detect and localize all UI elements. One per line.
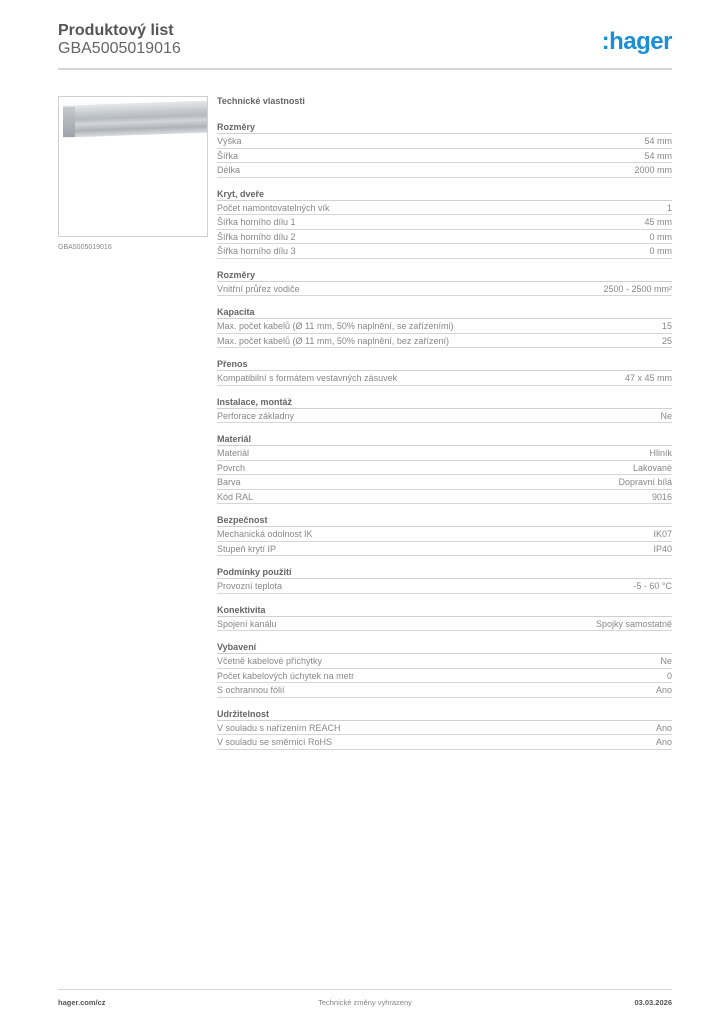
spec-value: 0 mm (649, 246, 672, 256)
spec-label: S ochrannou fólií (217, 685, 285, 695)
spec-row (217, 334, 672, 349)
spec-value: Ano (655, 737, 672, 747)
spec-value: 45 mm (644, 217, 672, 227)
spec-label: Šířka (217, 150, 239, 161)
spec-value: 0 (666, 670, 672, 681)
cable-trunking-image (63, 100, 208, 137)
page-footer (58, 998, 672, 1010)
spec-value: Lakované (632, 462, 672, 473)
spec-value: 25 (661, 335, 672, 346)
spec-row (217, 721, 672, 736)
spec-row (217, 654, 672, 669)
spec-label: Mechanická odolnost IK (217, 529, 313, 539)
spec-label: Délka (217, 165, 241, 175)
footer-website[interactable]: hager.com/cz (58, 998, 106, 1007)
spec-row (217, 542, 672, 557)
spec-row (217, 215, 672, 230)
page-header (58, 22, 672, 58)
spec-row (217, 230, 672, 245)
spec-group (217, 708, 672, 750)
spec-group-title: Instalace, montáž (217, 396, 672, 409)
spec-row (217, 490, 672, 505)
spec-row (217, 617, 672, 632)
spec-row (217, 527, 672, 542)
footer-date: 03.03.2026 (634, 998, 672, 1007)
spec-label: Barva (217, 477, 241, 487)
spec-group (217, 641, 672, 698)
product-code: GBA5005019016 (58, 40, 181, 57)
spec-value: -5 - 60 °C (633, 581, 672, 591)
spec-row (217, 461, 672, 476)
spec-value: Ne (660, 656, 672, 666)
spec-value: Ano (655, 685, 672, 695)
spec-value: 54 mm (644, 150, 672, 161)
spec-value: 2000 mm (634, 165, 672, 175)
spec-row (217, 134, 672, 149)
spec-label: Počet kabelových úchytek na metr (217, 670, 355, 681)
spec-label: Výška (217, 136, 242, 146)
specs-title: Technické vlastnosti (217, 96, 305, 106)
spec-group (217, 396, 672, 424)
spec-group-title: Materiál (217, 433, 672, 446)
spec-group (217, 121, 672, 178)
spec-label: Kompatibilní s formátem vestavných zásuvek (217, 373, 398, 383)
spec-groups (217, 121, 672, 750)
spec-group-title: Rozměry (217, 121, 672, 134)
spec-label: Max. počet kabelů (Ø 11 mm, 50% naplnění, se zařízeními) (217, 321, 454, 331)
spec-value: 1 (666, 202, 672, 213)
spec-value: IP40 (653, 543, 672, 554)
spec-label: Spojení kanálu (217, 618, 277, 629)
spec-row (217, 319, 672, 334)
spec-label: V souladu s nařízením REACH (217, 722, 341, 733)
spec-label: Šířka horního dílu 2 (217, 231, 296, 242)
spec-label: Včetně kabelové příchytky (217, 656, 323, 666)
spec-row (217, 244, 672, 259)
spec-group (217, 306, 672, 348)
spec-row (217, 149, 672, 164)
spec-group-title: Přenos (217, 358, 672, 371)
spec-group-title: Kryt, dveře (217, 188, 672, 201)
spec-group-title: Kapacita (217, 306, 672, 319)
spec-label: Povrch (217, 462, 246, 473)
spec-row (217, 446, 672, 461)
spec-value: Ne (660, 410, 672, 421)
spec-value: Ano (655, 722, 672, 733)
spec-value: 15 (661, 321, 672, 331)
spec-group (217, 358, 672, 386)
spec-label: Kód RAL (217, 491, 254, 502)
spec-value: 9016 (651, 491, 672, 502)
spec-value: 2500 - 2500 mm² (603, 283, 672, 294)
image-caption: GBA5005019016 (58, 244, 112, 251)
spec-row (217, 683, 672, 698)
spec-group-title: Vybavení (217, 641, 672, 654)
spec-row (217, 163, 672, 178)
spec-row (217, 475, 672, 490)
spec-group (217, 604, 672, 632)
spec-group (217, 269, 672, 297)
footer-divider (58, 989, 672, 990)
spec-value: 54 mm (644, 136, 672, 146)
spec-group (217, 433, 672, 504)
spec-value: IK07 (653, 529, 672, 539)
spec-row (217, 735, 672, 750)
spec-group (217, 188, 672, 259)
spec-row (217, 669, 672, 684)
spec-group-title: Bezpečnost (217, 514, 672, 527)
product-image (58, 96, 208, 237)
spec-label: Max. počet kabelů (Ø 11 mm, 50% naplnění, bez zařízení) (217, 335, 449, 346)
spec-label: Šířka horního dílu 1 (217, 217, 296, 227)
spec-label: Materiál (217, 448, 250, 458)
header-divider (58, 68, 672, 70)
spec-row (217, 282, 672, 297)
cable-trunking-end (63, 107, 75, 137)
spec-label: Stupeň krytí IP (217, 543, 277, 554)
spec-label: Perforace základny (217, 410, 295, 421)
spec-group-title: Podmínky použití (217, 566, 672, 579)
spec-group-title: Konektivita (217, 604, 672, 617)
spec-label: Vnitřní průřez vodiče (217, 283, 300, 294)
spec-row (217, 371, 672, 386)
hager-logo: :hager (601, 28, 672, 55)
spec-row (217, 201, 672, 216)
spec-value: Hliník (649, 448, 672, 458)
spec-label: V souladu se směrnicí RoHS (217, 737, 333, 747)
spec-label: Provozní teplota (217, 581, 283, 591)
page-title: Produktový list (58, 22, 174, 39)
spec-value: Dopravní bílá (618, 477, 672, 487)
spec-label: Šířka horního dílu 3 (217, 246, 296, 256)
spec-group-title: Rozměry (217, 269, 672, 282)
spec-label: Počet namontovatelných vík (217, 202, 330, 213)
footer-note: Technické změny vyhrazeny (318, 998, 412, 1007)
spec-group (217, 566, 672, 594)
spec-value: 47 x 45 mm (624, 373, 672, 383)
spec-group (217, 514, 672, 556)
spec-group-title: Udržitelnost (217, 708, 672, 721)
spec-row (217, 409, 672, 424)
technical-specs (217, 96, 672, 760)
spec-value: Spojky samostatně (595, 618, 672, 629)
spec-value: 0 mm (649, 231, 672, 242)
spec-row (217, 579, 672, 594)
